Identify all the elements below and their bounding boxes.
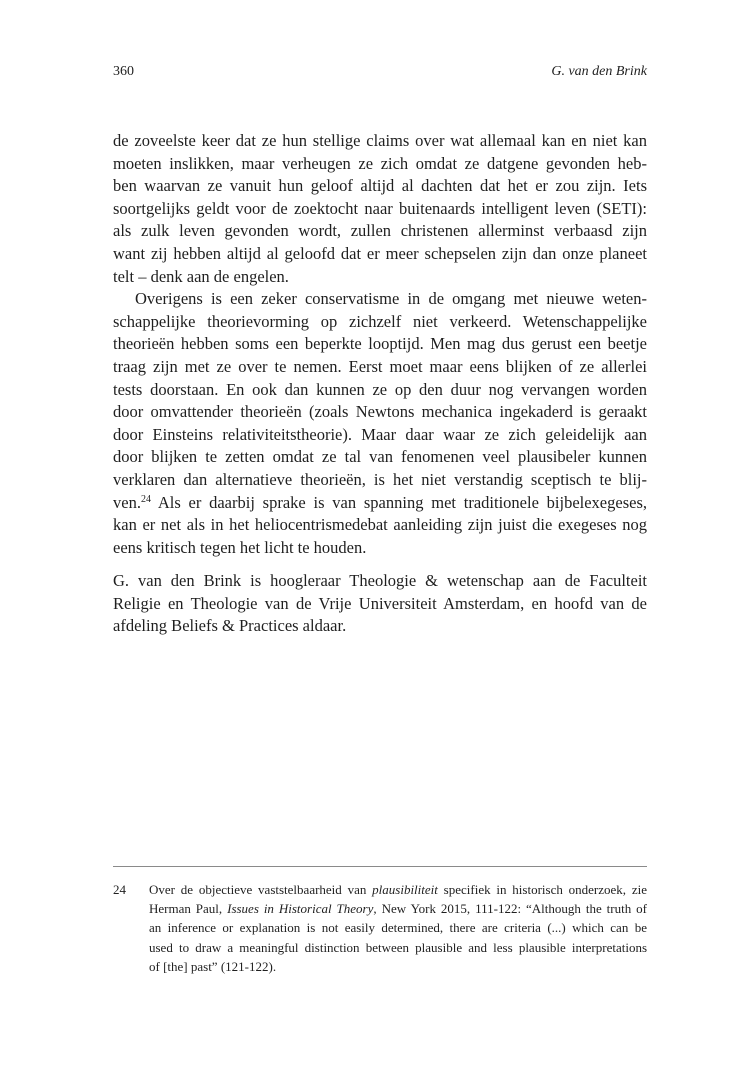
footnote-text — [149, 880, 647, 976]
text-line: an inference or explanation is not easily determined, there are criteria (...) which can be — [149, 920, 647, 936]
text-line: door Einsteins relativiteitstheorie). Maar daar waar ze zich geleidelijk aan — [113, 424, 647, 444]
text-fragment: specifiek in historisch onderzoek, zie — [437, 882, 647, 897]
text-fragment: Over de objectieve vaststelbaarheid van — [149, 882, 373, 897]
text-line: afdeling Beliefs & Practices aldaar. — [113, 616, 347, 636]
footnote-reference[interactable]: 24 — [140, 493, 151, 505]
text-line: theorieën hebben soms een beperkte looptijd. Men mag dus gerust een beetje — [113, 334, 647, 354]
text-line: door omvattender theorieën (zoals Newtons mechanica ingekaderd is geraakt — [113, 402, 647, 422]
text-line: kan er net als in het heliocentrismedebat aanleiding zijn juist die exegeses nog — [113, 515, 647, 535]
paragraph-2 — [113, 288, 647, 559]
page-number: 360 — [113, 64, 134, 79]
text-line: traag zijn met ze over te nemen. Eerst moet maar eens blijken of ze allerlei — [113, 356, 647, 376]
text-line: Overigens is een zeker conservatisme in de omgang met nieuwe weten- — [135, 289, 647, 309]
footnote-divider — [113, 866, 647, 867]
page-header — [113, 64, 647, 84]
text-line — [149, 899, 647, 918]
paragraph-1 — [113, 130, 647, 288]
author-bio — [113, 570, 647, 638]
text-line: schappelijke theorievorming op zichzelf niet verkeerd. Wetenschappelijke — [113, 311, 647, 331]
text-line: telt – denk aan de engelen. — [113, 266, 289, 286]
text-fragment: Als er daarbij sprake is van spanning met traditionele bijbelexegeses, — [150, 492, 647, 512]
book-title: Issues in Historical Theory — [227, 901, 374, 917]
text-line: soortgelijks geldt voor de zoektocht naar buitenaards intelligent leven (SETI): — [113, 198, 647, 218]
text-line: G. van den Brink is hoogleraar Theologie & wetenschap aan de Faculteit — [113, 571, 647, 590]
text-line: moeten inslikken, maar verheugen ze zich omdat ze datgene gevonden heb- — [113, 153, 647, 173]
text-line — [113, 492, 647, 515]
text-line: de zoveelste keer dat ze hun stellige claims over wat allemaal kan en niet kan — [113, 131, 647, 150]
text-line: door blijken te zetten omdat ze tal van fenomenen veel plausibeler kunnen — [113, 447, 647, 467]
text-fragment: , New York 2015, 111-122: “Although the truth of — [373, 901, 647, 917]
footnote-number: 24 — [113, 882, 126, 897]
body-text — [113, 130, 647, 559]
text-line: Religie en Theologie van de Vrije Universiteit Amsterdam, en hoofd van de — [113, 593, 647, 613]
text-line: used to draw a meaningful distinction between plausible and less plausible interpretations — [149, 939, 647, 955]
text-line: want zij hebben altijd al geloofd dat er meer schepselen zijn dan onze planeet — [113, 243, 647, 263]
text-fragment: ven. — [113, 492, 141, 512]
text-line: verklaren dan alternatieve theorieën, is het niet verstandig sceptisch te blij- — [113, 469, 647, 489]
text-fragment: Herman Paul, — [149, 901, 228, 917]
text-line: tests doorstaan. En ook dan kunnen ze op den duur nog vervangen worden — [113, 379, 647, 399]
emphasis: plausibiliteit — [372, 882, 438, 897]
running-head-author: G. van den Brink — [551, 64, 647, 79]
text-line — [149, 880, 647, 899]
text-line: eens kritisch tegen het licht te houden. — [113, 537, 367, 557]
text-line: of [the] past” (121-122). — [149, 958, 277, 974]
text-line: ben waarvan ze vanuit hun geloof altijd al dachten dat het er zou zijn. Iets — [113, 176, 647, 196]
text-line: als zulk leven gevonden wordt, zullen christenen allerminst verbaasd zijn — [113, 221, 647, 241]
